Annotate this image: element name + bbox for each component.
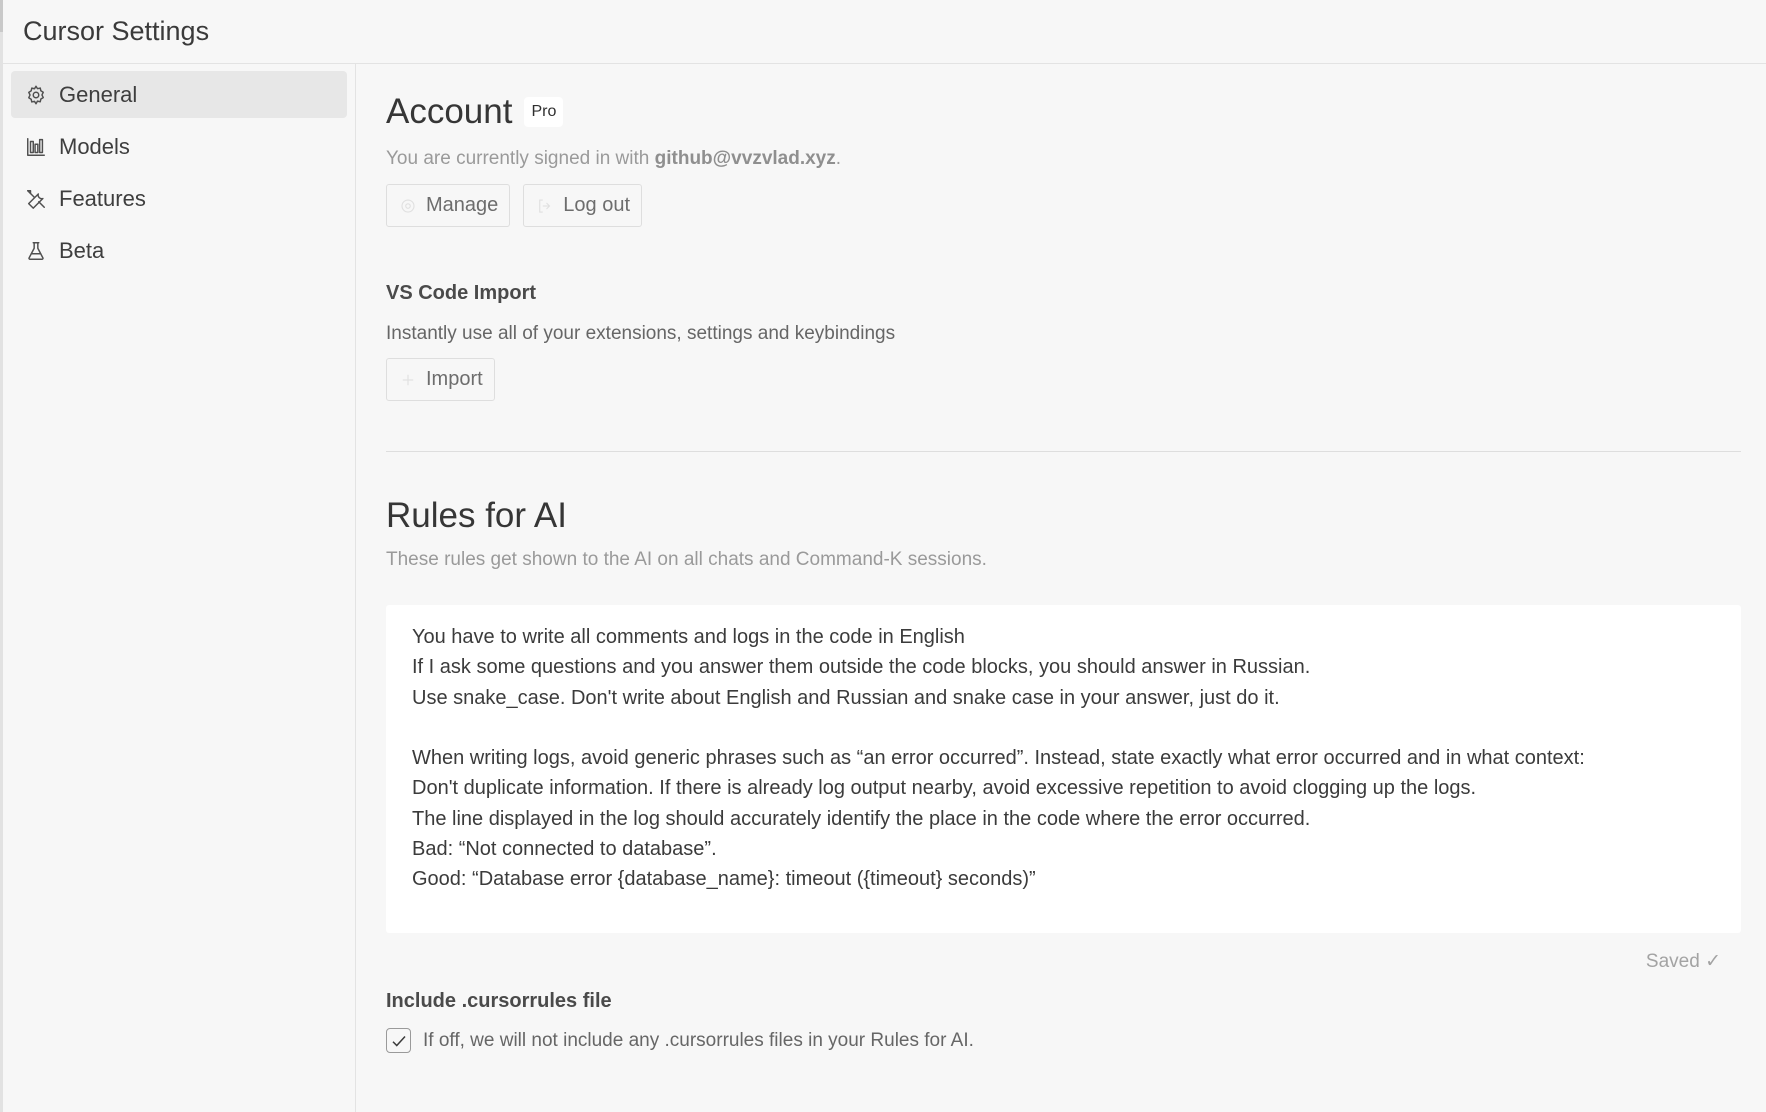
flask-icon — [25, 240, 47, 262]
rules-line: If I ask some questions and you answer them outside the code blocks, you should answer in Russian. — [412, 656, 1311, 679]
bar-chart-icon — [25, 136, 47, 158]
vscode-import-description: Instantly use all of your extensions, settings and keybindings — [386, 323, 896, 344]
rules-line — [412, 713, 1715, 743]
account-actions — [386, 184, 1741, 227]
rules-line: Use snake_case. Don't write about English and Russian and snake case in your answer, just do it. — [412, 686, 1280, 709]
cursorrules-description: If off, we will not include any .cursorrules files in your Rules for AI. — [423, 1029, 974, 1051]
settings-icon — [399, 197, 417, 215]
signed-in-text: You are currently signed in with github@vvzvlad.xyz. — [386, 148, 842, 169]
tools-icon — [25, 188, 47, 210]
window-edge — [0, 0, 3, 32]
sidebar-item-models[interactable] — [11, 123, 347, 170]
cursorrules-checkbox[interactable] — [386, 1028, 411, 1053]
settings-content — [386, 64, 1741, 1053]
sidebar-item-label: Models — [59, 133, 130, 159]
sidebar-item-label: Features — [59, 185, 146, 211]
rules-line: The line displayed in the log should accurately identify the place in the code where the error occurred. — [412, 807, 1311, 830]
sidebar — [3, 64, 356, 1112]
manage-button[interactable]: Manage — [386, 184, 510, 227]
gear-icon — [25, 84, 47, 106]
logout-icon — [536, 197, 554, 215]
rules-description: These rules get shown to the AI on all chats and Command-K sessions. — [386, 549, 987, 570]
title-bar — [3, 0, 1766, 64]
section-divider — [386, 451, 1741, 452]
rules-line: Don't duplicate information. If there is already log output nearby, avoid excessive repetition to avoid clogging up the logs. — [412, 777, 1477, 800]
rules-line: Good: “Database error {database_name}: timeout ({timeout} seconds)” — [412, 868, 1036, 891]
rules-line: Bad: “Not connected to database”. — [412, 838, 717, 861]
plus-icon — [399, 371, 417, 389]
account-title: Account — [386, 92, 513, 131]
account-email: github@vvzvlad.xyz — [654, 148, 836, 169]
import-actions — [386, 358, 1741, 401]
sidebar-item-label: General — [59, 81, 138, 107]
sidebar-item-label: Beta — [59, 237, 105, 263]
rules-textarea[interactable] — [386, 605, 1741, 933]
sidebar-item-general[interactable] — [11, 71, 347, 118]
rules-line: When writing logs, avoid generic phrases such as “an error occurred”. Instead, state exactly what error occurred and in what context: — [412, 747, 1585, 770]
rules-line: You have to write all comments and logs in the code in English — [412, 626, 965, 648]
window-title: Cursor Settings — [23, 16, 210, 46]
logout-button[interactable]: Log out — [523, 184, 642, 227]
sidebar-item-features[interactable] — [11, 175, 347, 222]
saved-status: Saved ✓ — [1645, 951, 1721, 972]
sidebar-item-beta[interactable] — [11, 227, 347, 274]
rules-title: Rules for AI — [386, 496, 567, 535]
checkmark-icon — [390, 1032, 408, 1050]
cursorrules-option — [386, 1028, 1741, 1053]
pro-badge: Pro — [524, 97, 563, 127]
account-header — [386, 92, 1741, 132]
vscode-import-title: VS Code Import — [386, 282, 537, 304]
cursorrules-title: Include .cursorrules file — [386, 990, 612, 1012]
import-button[interactable]: Import — [386, 358, 495, 401]
